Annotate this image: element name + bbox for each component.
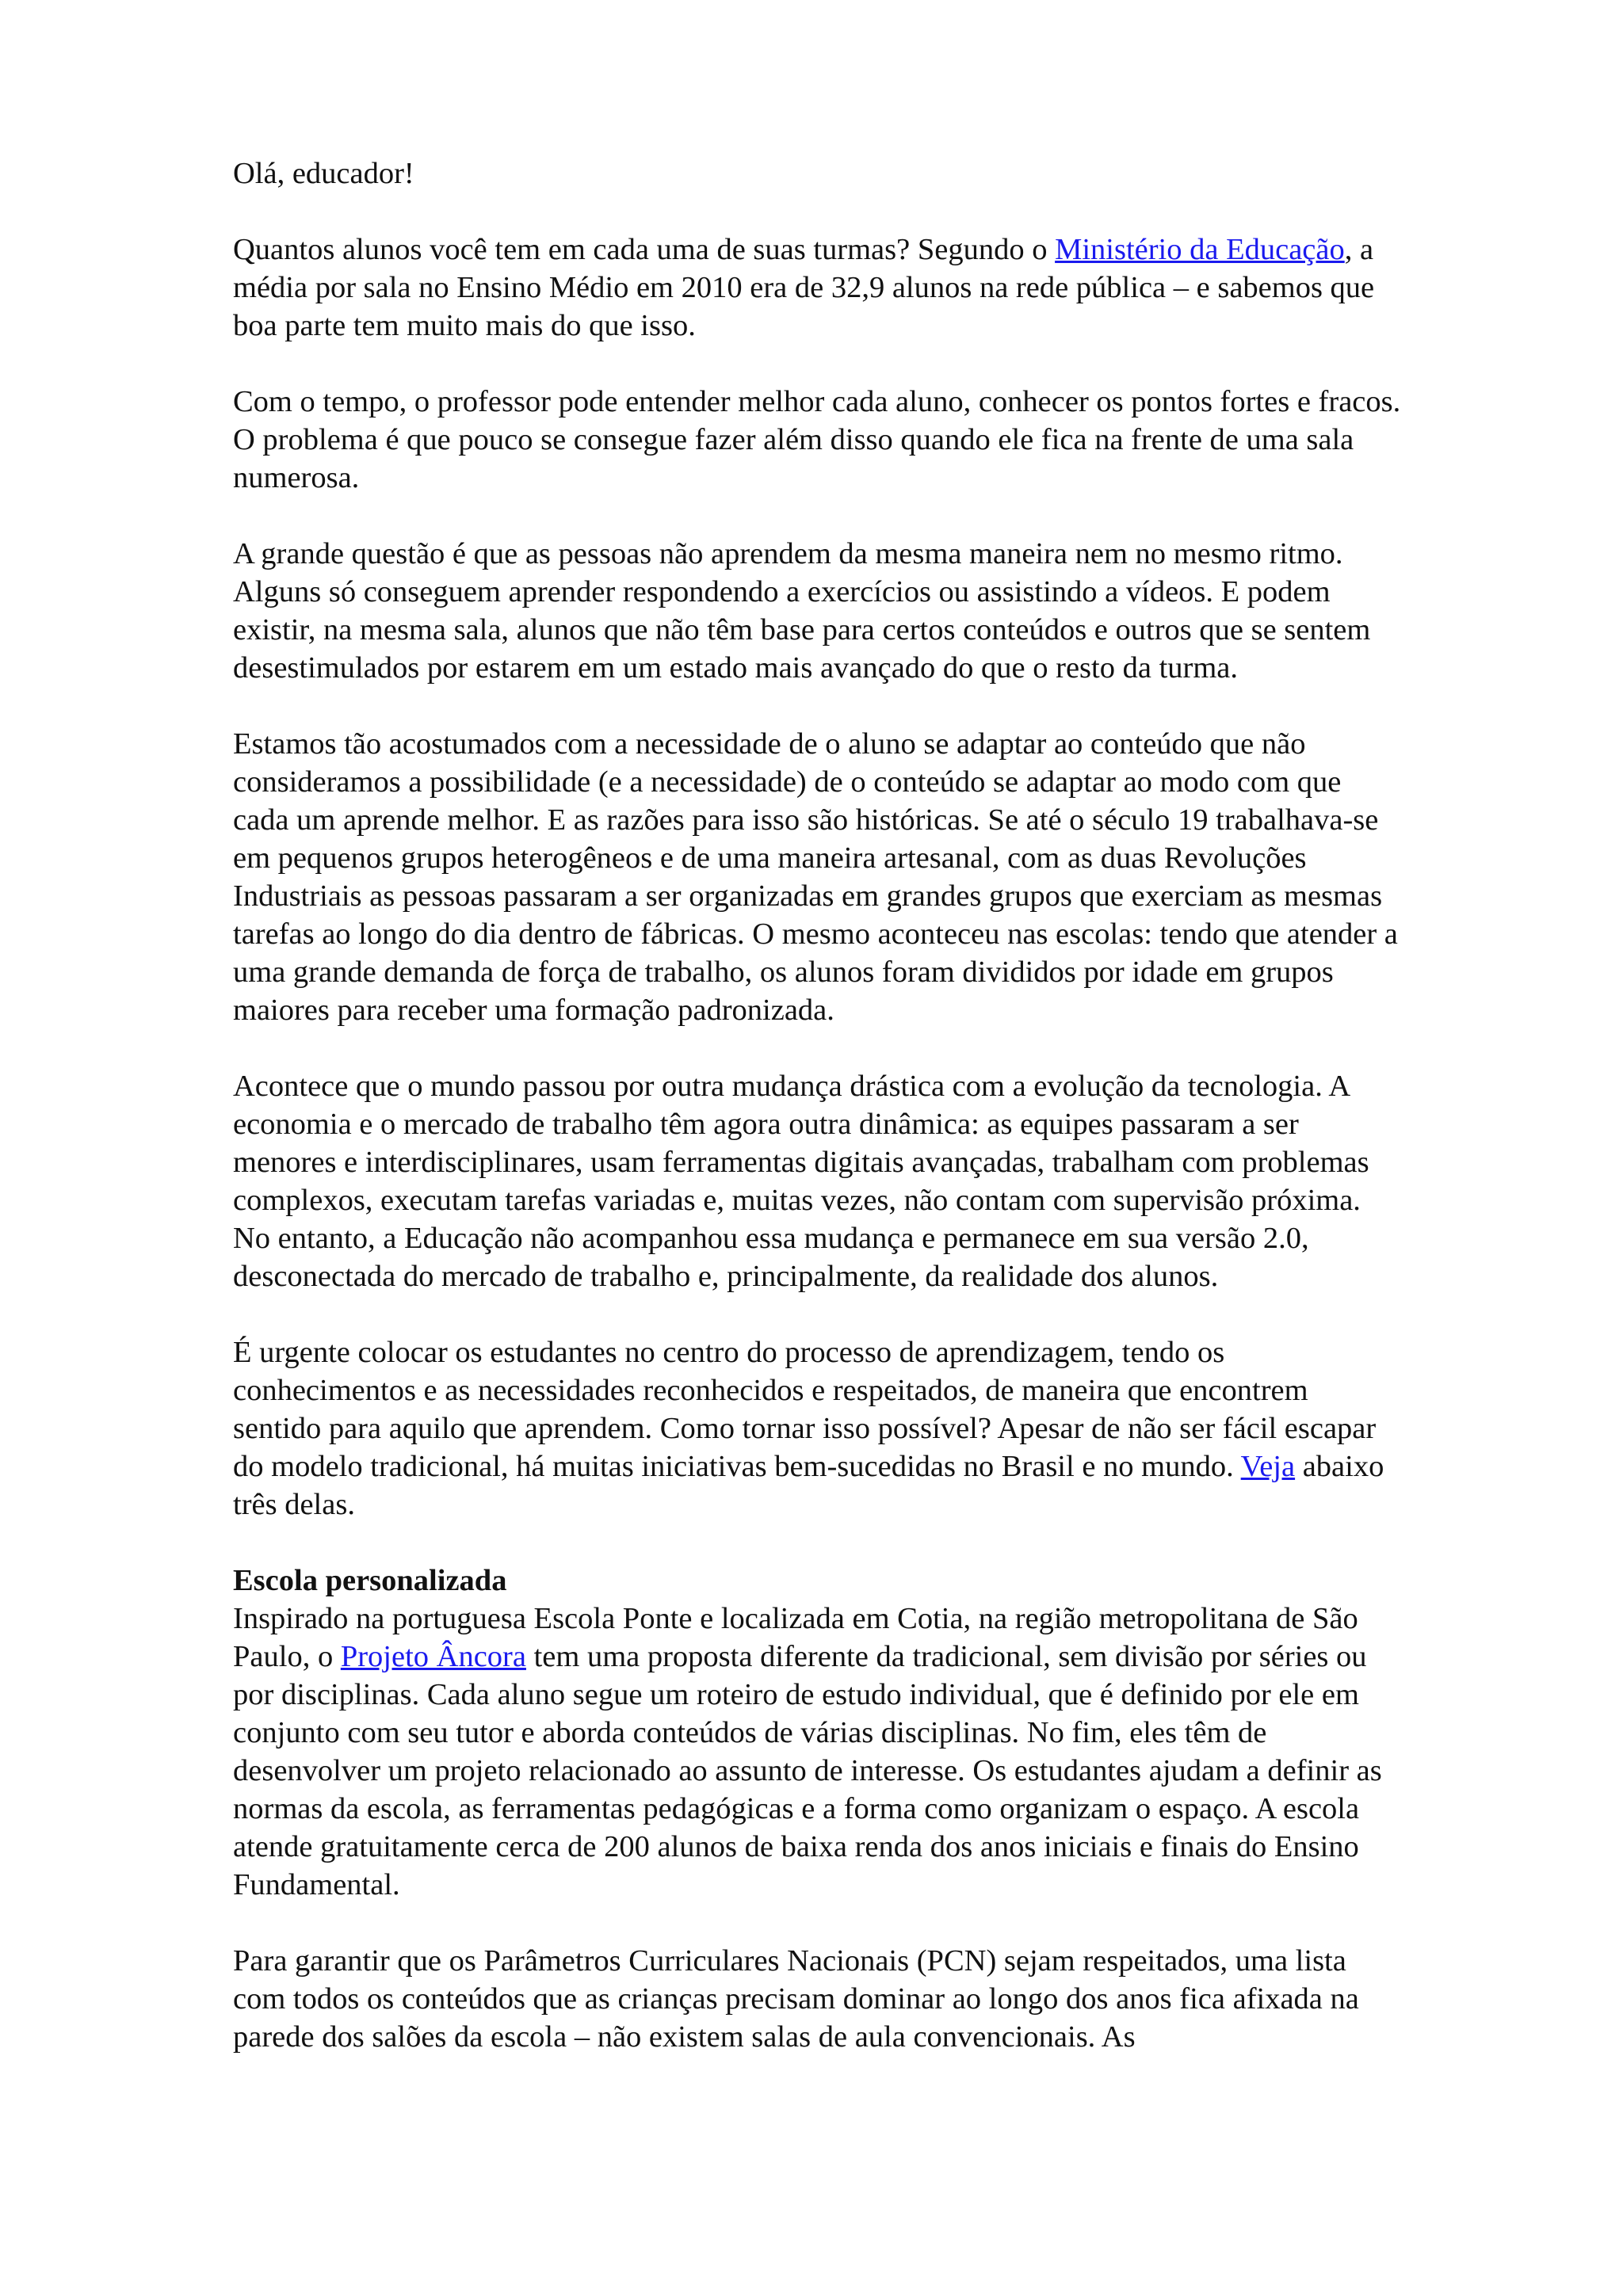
paragraph-2: Com o tempo, o professor pode entender melhor cada aluno, conhecer os pontos fortes e fracos. O problema é que pouco se consegue fazer além disso quando ele fica na frente de uma sala numerosa. [233, 385, 1401, 494]
document-body [233, 154, 1402, 2094]
paragraph-7 [233, 1600, 1402, 1904]
ministerio-educacao-link[interactable]: Ministério da Educação [1055, 233, 1345, 266]
section-heading: Escola personalizada [233, 1564, 507, 1597]
paragraph-6-text-a: É urgente colocar os estudantes no centro do processo de aprendizagem, tendo os conhecimentos e as necessidades reconhecidos e respeitados, de maneira que encontrem sentido para aquilo que aprendem. Como tornar isso possível? Apesar de não ser fácil escapar do modelo tradicional, há muitas iniciativas bem-sucedidas no Brasil e no mundo. [233, 1336, 1377, 1483]
paragraph-7-text-b: tem uma proposta diferente da tradicional, sem divisão por séries ou por disciplinas. Cada aluno segue um roteiro de estudo individual, que é definido por ele em conjunto com seu tutor e aborda conteúdos de várias disciplinas. No fim, eles têm de desenvolver um projeto relacionado ao assunto de interesse. Os estudantes ajudam a definir as normas da escola, as ferramentas pedagógicas e a forma como organizam o espaço. A escola atende gratuitamente cerca de 200 alunos de baixa renda dos anos iniciais e finais do Ensino Fundamental. [233, 1640, 1382, 1901]
paragraph-3: A grande questão é que as pessoas não aprendem da mesma maneira nem no mesmo ritmo. Alguns só conseguem aprender respondendo a exercícios ou assistindo a vídeos. E podem existir, na mesma sala, alunos que não têm base para certos conteúdos e outros que se sentem desestimulados por estarem em um estado mais avançado do que o resto da turma. [233, 537, 1371, 685]
veja-link[interactable]: Veja [1240, 1450, 1296, 1483]
paragraph-1-text-b: , a média por sala no Ensino Médio em 2010 era de 32,9 alunos na rede pública – e sabemos que boa parte tem muito mais do que isso. [233, 233, 1375, 342]
projeto-ancora-link[interactable]: Projeto Âncora [340, 1640, 526, 1673]
paragraph-8: Para garantir que os Parâmetros Curriculares Nacionais (PCN) sejam respeitados, uma lista com todos os conteúdos que as crianças precisam dominar ao longo dos anos fica afixada na parede dos salões da escola – não existem salas de aula convencionais. As [233, 1944, 1359, 2054]
paragraph-7-text-a: Inspirado na portuguesa Escola Ponte e localizada em Cotia, na região metropolitana de São Paulo, o [233, 1602, 1358, 1673]
paragraph-6-text-b: abaixo três delas. [233, 1450, 1384, 1521]
paragraph-5: Acontece que o mundo passou por outra mudança drástica com a evolução da tecnologia. A economia e o mercado de trabalho têm agora outra dinâmica: as equipes passaram a ser menores e interdisciplinares, usam ferramentas digitais avançadas, trabalham com problemas complexos, executam tarefas variadas e, muitas vezes, não contam com supervisão próxima. No entanto, a Educação não acompanhou essa mudança e permanece em sua versão 2.0, desconectada do mercado de trabalho e, principalmente, da realidade dos alunos. [233, 1070, 1369, 1293]
paragraph-6 [233, 1333, 1402, 1524]
paragraph-4: Estamos tão acostumados com a necessidade de o aluno se adaptar ao conteúdo que não consideramos a possibilidade (e a necessidade) de o conteúdo se adaptar ao modo com que cada um aprende melhor. E as razões para isso são históricas. Se até o século 19 trabalhava-se em pequenos grupos heterogêneos e de uma maneira artesanal, com as duas Revoluções Industriais as pessoas passaram a ser organizadas em grandes grupos que exerciam as mesmas tarefas ao longo do dia dentro de fábricas. O mesmo aconteceu nas escolas: tendo que atender a uma grande demanda de força de trabalho, os alunos foram divididos por idade em grupos maiores para receber uma formação padronizada. [233, 727, 1398, 1027]
paragraph-1-text-a: Quantos alunos você tem em cada uma de suas turmas? Segundo o [233, 233, 1056, 266]
paragraph-1 [233, 231, 1402, 345]
greeting: Olá, educador! [233, 157, 414, 190]
